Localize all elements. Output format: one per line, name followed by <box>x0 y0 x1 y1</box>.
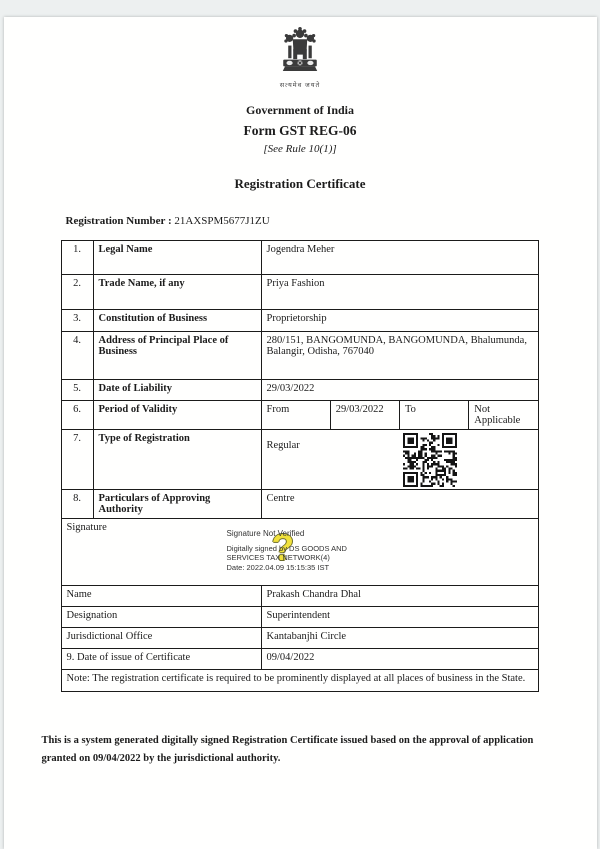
row-label: Type of Registration <box>93 430 261 490</box>
jurisdictional-office-label: Jurisdictional Office <box>61 628 261 649</box>
row-number: 4. <box>61 332 93 380</box>
row-label: Trade Name, if any <box>93 275 261 310</box>
row-label: Date of Liability <box>93 380 261 401</box>
signature-label: Signature <box>66 522 107 533</box>
row-number: 2. <box>61 275 93 310</box>
trade-name-value: Priya Fashion <box>261 275 538 310</box>
qr-code <box>403 433 457 487</box>
officer-name-value: Prakash Chandra Dhal <box>261 586 538 607</box>
officer-row <box>61 649 538 670</box>
rule-reference: [See Rule 10(1)] <box>263 143 337 155</box>
emblem-block <box>4 25 597 89</box>
table-row <box>61 430 538 490</box>
validity-from-value: 29/03/2022 <box>330 401 399 430</box>
table-row <box>61 401 538 430</box>
designation-label: Designation <box>61 607 261 628</box>
form-title: Form GST REG-06 <box>243 123 357 138</box>
row-label: Constitution of Business <box>93 310 261 332</box>
emblem-motto: सत्यमेव जयते <box>279 82 321 89</box>
table-row <box>61 380 538 401</box>
officer-row <box>61 607 538 628</box>
validity-from-label: From <box>261 401 330 430</box>
footer-statement: This is a system generated digitally signed Registration Certificate issued based on the approval of application granted on 09/04/2022 by the jurisdictional authority. <box>41 735 534 765</box>
designation-value: Superintendent <box>261 607 538 628</box>
legal-name-value: Jogendra Meher <box>261 241 538 275</box>
table-row <box>61 241 538 275</box>
row-number: 5. <box>61 380 93 401</box>
signature-row <box>61 519 538 586</box>
row-label: Legal Name <box>93 241 261 275</box>
signed-by-line2: SERVICES TAX NETWORK(4) <box>226 553 330 563</box>
certificate-main-table <box>61 240 539 692</box>
signature-not-verified-question-icon: ? <box>271 527 295 568</box>
registration-type-value: Regular <box>266 440 300 451</box>
note-row <box>61 670 538 692</box>
digital-signature-block <box>227 529 347 572</box>
certificate-title: Registration Certificate <box>234 176 366 191</box>
address-value: 280/151, BANGOMUNDA, BANGOMUNDA, Bhalumunda, Balangir, Odisha, 767040 <box>261 332 538 380</box>
table-row <box>61 275 538 310</box>
row-label: Period of Validity <box>93 401 261 430</box>
validity-to-value: Not Applicable <box>469 401 538 430</box>
signed-by-line1: Digitally signed by DS GOODS AND <box>226 544 347 553</box>
constitution-value: Proprietorship <box>261 310 538 332</box>
validity-to-label: To <box>400 401 469 430</box>
row-number: 7. <box>61 430 93 490</box>
registration-number-line <box>61 215 542 227</box>
date-of-issue-label: 9. Date of issue of Certificate <box>61 649 261 670</box>
officer-name-label: Name <box>61 586 261 607</box>
row-label: Address of Principal Place of Business <box>93 332 261 380</box>
jurisdictional-office-value: Kantabanjhi Circle <box>261 628 538 649</box>
date-of-issue-value: 09/04/2022 <box>261 649 538 670</box>
officer-row <box>61 628 538 649</box>
signature-date-line: Date: 2022.04.09 15:15:35 IST <box>226 562 330 572</box>
row-number: 3. <box>61 310 93 332</box>
india-national-emblem-icon <box>271 64 329 81</box>
table-row <box>61 490 538 519</box>
table-row <box>61 310 538 332</box>
note-text: Note: The registration certificate is required to be prominently displayed at all places of business in the State. <box>61 670 538 692</box>
approving-authority-value: Centre <box>261 490 538 519</box>
date-of-liability-value: 29/03/2022 <box>261 380 538 401</box>
registration-number-label: Registration Number : <box>65 215 172 227</box>
row-number: 1. <box>61 241 93 275</box>
government-of-india-title: Government of India <box>246 103 354 117</box>
signature-status-text: Signature Not Verified <box>226 529 305 538</box>
row-label: Particulars of Approving Authority <box>93 490 261 519</box>
certificate-page <box>4 17 597 849</box>
table-row <box>61 332 538 380</box>
officer-row <box>61 586 538 607</box>
row-number: 8. <box>61 490 93 519</box>
row-number: 6. <box>61 401 93 430</box>
registration-number-value: 21AXSPM5677J1ZU <box>174 215 270 227</box>
